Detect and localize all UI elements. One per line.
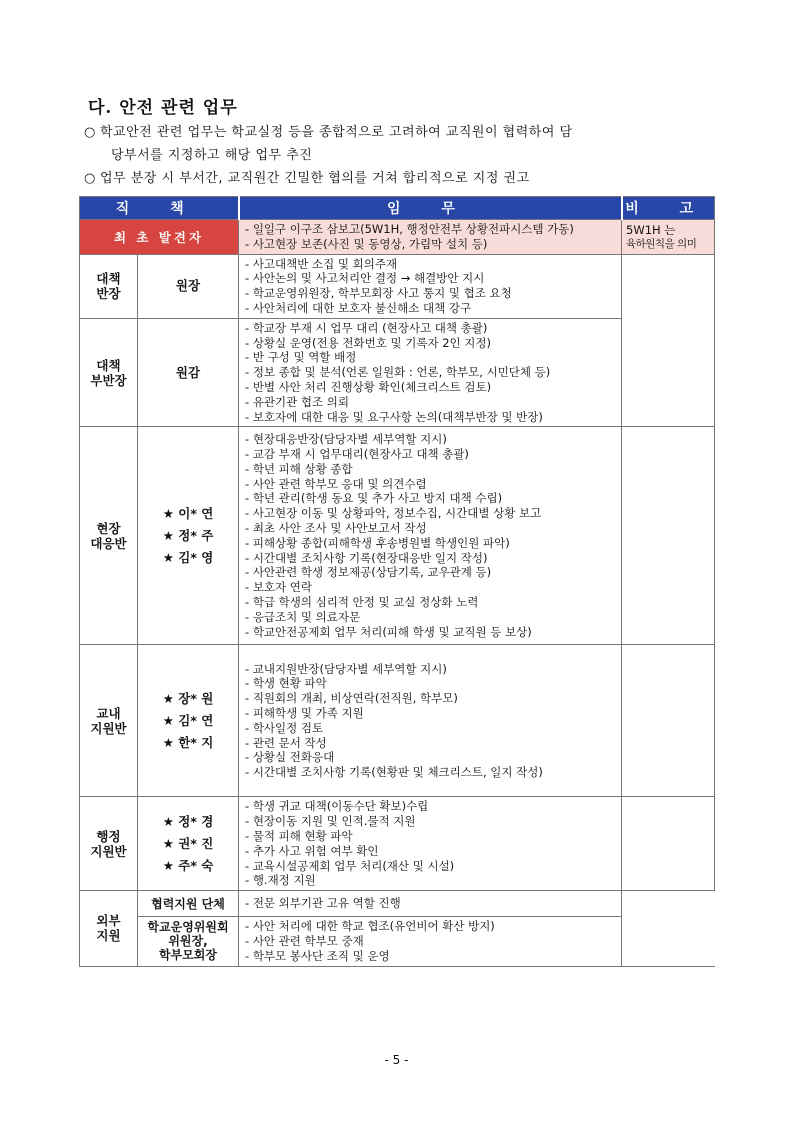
- circle-bullet-icon: ○: [84, 125, 96, 140]
- duty-table: [79, 196, 715, 967]
- position-cell: [138, 917, 239, 966]
- note-cell: [622, 220, 715, 255]
- duty-item: - 보호자에 대한 대응 및 요구사항 논의(대책부반장 및 반장): [245, 410, 617, 425]
- duty-item: - 학년 피해 상황 종합: [245, 462, 617, 477]
- duty-item: - 교육시설공제회 업무 처리(재산 및 시설): [245, 859, 617, 874]
- duty-item: - 학급 학생의 심리적 안정 및 교실 정상화 노력: [245, 595, 617, 610]
- group-name-line: 교내: [96, 705, 121, 721]
- note-line: 5W1H 는: [626, 222, 676, 237]
- member-name: ★ 이* 연: [162, 505, 214, 521]
- member-name: ★ 권* 진: [162, 835, 214, 851]
- duty-item: - 시간대별 조치사항 기록(현황판 및 체크리스트, 일지 작성): [245, 765, 617, 780]
- duty-item: - 사안 관련 학부모 중재: [245, 934, 617, 949]
- duty-item: - 직원회의 개최, 비상연락(전직원, 학부모): [245, 691, 617, 706]
- table-row: [80, 254, 715, 318]
- duty-item: - 학사일정 검토: [245, 721, 617, 736]
- first-reporter-label: 최 초 발견자: [80, 220, 239, 255]
- duty-item: - 반별 사안 처리 진행상황 확인(체크리스트 검토): [245, 380, 617, 395]
- table-row: [80, 645, 715, 797]
- duty-cell: [239, 891, 622, 917]
- duty-list: [239, 660, 621, 782]
- duty-item: - 사고대책반 소집 및 회의주재: [245, 257, 617, 272]
- position-line: 학부모회장: [159, 948, 217, 963]
- position-line: 위원장,: [168, 934, 208, 949]
- duty-item: - 교감 부재 시 업무대리(현장사고 대책 총괄): [245, 447, 617, 462]
- group-cell: [80, 891, 138, 966]
- duty-item: - 상황실 운영(전용 전화번호 및 기록자 2인 지정): [245, 336, 617, 351]
- duty-item: - 응급조치 및 의료자문: [245, 610, 617, 625]
- member-name: ★ 정* 주: [162, 527, 214, 543]
- duty-item: - 일일구 이구조 삼보고(5W1H, 행정안전부 상황전파시스템 가동): [245, 222, 617, 237]
- member-name: ★ 장* 원: [162, 690, 214, 706]
- group-name-line: 대책: [96, 271, 121, 287]
- note-cell: [622, 797, 715, 891]
- position-cell: 원감: [138, 318, 239, 427]
- duty-item: - 정보 종합 및 분석(언론 일원화 : 언론, 학부모, 시민단체 등): [245, 365, 617, 380]
- table-row: [80, 917, 715, 966]
- duty-item: - 최초 사안 조사 및 사안보고서 작성: [245, 521, 617, 536]
- header-note: 비 고: [622, 197, 715, 220]
- duty-item: - 시간대별 조치사항 기록(현장대응반 일지 작성): [245, 551, 617, 566]
- group-name-line: 부반장: [90, 372, 127, 388]
- duty-item: - 행.재정 지원: [245, 873, 617, 888]
- member-name: ★ 김* 연: [162, 712, 214, 728]
- duty-item: - 상황실 전화응대: [245, 750, 617, 765]
- duty-item: - 유관기관 협조 의뢰: [245, 395, 617, 410]
- header-duty: 임 무: [239, 197, 622, 220]
- duty-cell: [239, 254, 622, 318]
- bullet-item-2: [84, 167, 530, 190]
- group-cell: [80, 645, 138, 797]
- group-cell: [80, 254, 138, 318]
- duty-item: - 사안논의 및 사고처리안 결정 → 해결방안 지시: [245, 271, 617, 286]
- position-line: 학교운영위원회: [147, 920, 229, 935]
- duty-item: - 현장대응반장(담당자별 세부역할 지시): [245, 432, 617, 447]
- table-header-row: [80, 197, 715, 220]
- duty-item: - 교내지원반장(담당자별 세부역할 지시): [245, 662, 617, 677]
- duty-item: - 사안 관련 학부모 응대 및 의견수렴: [245, 477, 617, 492]
- note-cell: [622, 645, 715, 797]
- duty-item: - 학생 귀교 대책(이동수단 확보)수립: [245, 799, 617, 814]
- group-name-line: 지원: [96, 928, 121, 944]
- group-name-line: 현장: [96, 520, 121, 536]
- position-cell: 원장: [138, 254, 239, 318]
- duty-item: - 반 구성 및 역할 배정: [245, 350, 617, 365]
- duty-item: - 사안 처리에 대한 학교 협조(유언비어 확산 방지): [245, 919, 617, 934]
- duty-item: - 사고현장 이동 및 상황파악, 정보수집, 시간대별 상황 보고: [245, 506, 617, 521]
- note-cell: [622, 254, 715, 427]
- table-row: [80, 891, 715, 917]
- members-cell: [138, 645, 239, 797]
- note-cell: [622, 427, 715, 645]
- note-cell: [622, 891, 715, 966]
- duty-cell: [239, 220, 622, 255]
- duty-cell: [239, 797, 622, 891]
- duty-item: - 현장이동 지원 및 인적.물적 지원: [245, 814, 617, 829]
- group-cell: [80, 318, 138, 427]
- duty-list: [239, 430, 621, 641]
- duty-item: - 학부모 봉사단 조직 및 운영: [245, 949, 617, 964]
- member-name: ★ 김* 영: [162, 549, 214, 565]
- bullet-text-line1: 학교안전 관련 업무는 학교실정 등을 종합적으로 고려하여 교직원이 협력하여 담: [100, 125, 573, 140]
- members-cell: [138, 427, 239, 645]
- duty-list: [239, 894, 621, 913]
- duty-item: - 피해상황 종합(피해학생 후송병원별 학생인원 파악): [245, 536, 617, 551]
- duty-item: - 피해학생 및 가족 지원: [245, 706, 617, 721]
- group-name-line: 대응반: [90, 535, 127, 551]
- members-cell: [138, 797, 239, 891]
- table-row: [80, 318, 715, 427]
- group-name-line: 반장: [96, 286, 121, 302]
- duty-item: - 추가 사고 위험 여부 확인: [245, 844, 617, 859]
- duty-item: - 보호자 연락: [245, 580, 617, 595]
- table-row: [80, 797, 715, 891]
- duty-list: [239, 319, 621, 427]
- duty-item: - 전문 외부기관 고유 역할 진행: [245, 896, 617, 911]
- duty-list: [239, 255, 621, 318]
- duty-list: [239, 917, 621, 965]
- duty-list: [239, 797, 621, 890]
- duty-item: - 학생 현황 파악: [245, 676, 617, 691]
- member-name: ★ 주* 숙: [162, 857, 214, 873]
- duty-cell: [239, 318, 622, 427]
- group-cell: [80, 797, 138, 891]
- group-name-line: 대책: [96, 357, 121, 373]
- bullet-text-line2: 당부서를 지정하고 해당 업무 추진: [111, 148, 313, 163]
- duty-cell: [239, 917, 622, 966]
- duty-list: [239, 220, 621, 254]
- duty-cell: [239, 427, 622, 645]
- position-cell: 협력지원 단체: [138, 891, 239, 917]
- duty-item: - 학교운영위원장, 학부모회장 사고 통지 및 협조 요청: [245, 286, 617, 301]
- table-row: [80, 427, 715, 645]
- note-line: 육하원칙을 의미: [626, 237, 697, 250]
- duty-item: - 관련 문서 작성: [245, 736, 617, 751]
- group-name-line: 지원반: [90, 720, 127, 736]
- duty-item: - 사고현장 보존(사진 및 동영상, 가림막 설치 등): [245, 237, 617, 252]
- member-name: ★ 한* 지: [162, 734, 214, 750]
- duty-item: - 학교장 부재 시 업무 대리 (현장사고 대책 총괄): [245, 321, 617, 336]
- group-name-line: 지원반: [90, 843, 127, 859]
- group-cell: [80, 427, 138, 645]
- group-name-line: 외부: [96, 913, 121, 929]
- circle-bullet-icon: ○: [84, 171, 96, 186]
- duty-item: - 학교안전공제회 업무 처리(피해 학생 및 교직원 등 보상): [245, 625, 617, 640]
- table-row-first-reporter: [80, 220, 715, 255]
- member-name: ★ 정* 경: [162, 813, 214, 829]
- bullet-text: 업무 분장 시 부서간, 교직원간 긴밀한 협의를 거쳐 합리적으로 지정 권고: [100, 171, 530, 186]
- duty-item: - 물적 피해 현황 파악: [245, 829, 617, 844]
- section-title: 다. 안전 관련 업무: [88, 98, 238, 118]
- page-number: - 5 -: [384, 1053, 409, 1067]
- duty-item: - 사안처리에 대한 보호자 불신해소 대책 강구: [245, 301, 617, 316]
- group-name-line: 행정: [96, 828, 121, 844]
- bullet-item-1: [84, 121, 724, 167]
- duty-item: - 학년 관리(학생 동요 및 추가 사고 방지 대책 수립): [245, 491, 617, 506]
- duty-cell: [239, 645, 622, 797]
- header-position: 직 책: [80, 197, 239, 220]
- duty-item: - 사안관련 학생 정보제공(상담기록, 교우관계 등): [245, 565, 617, 580]
